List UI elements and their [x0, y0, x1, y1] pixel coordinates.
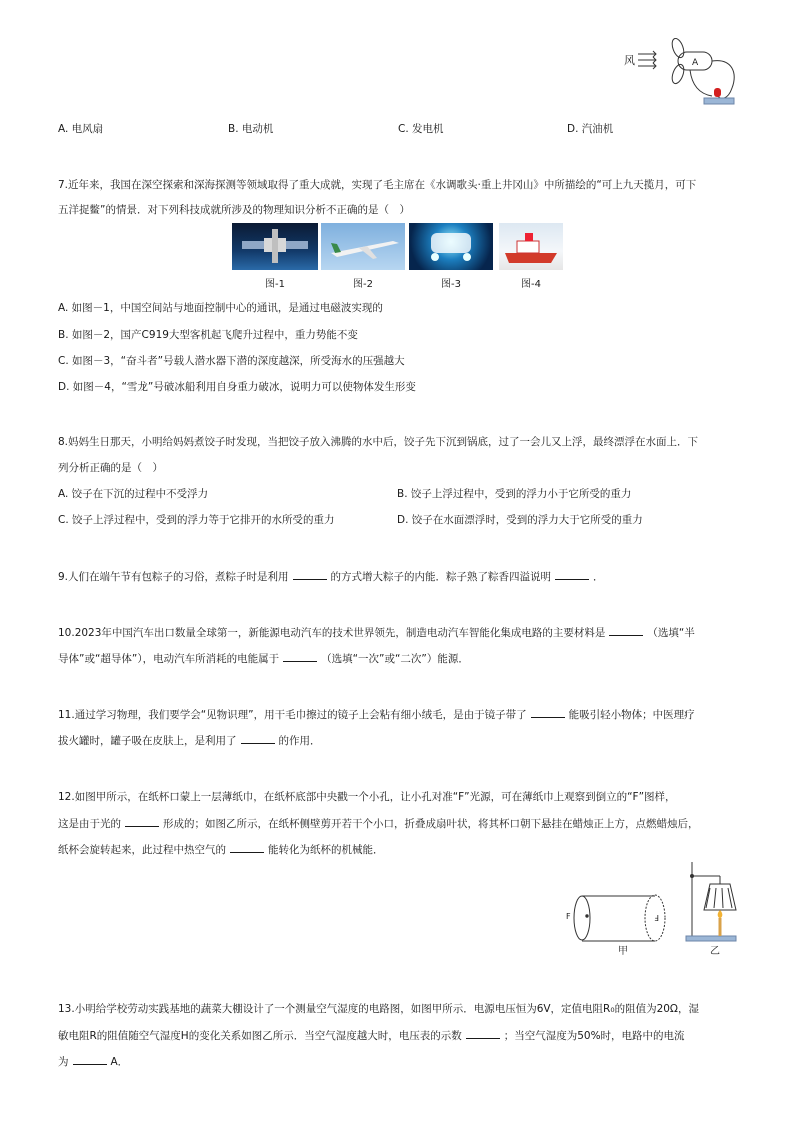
q10-text-4: （选填“一次”或“二次”）能源．: [321, 653, 469, 665]
q12-text-4: 能转化为纸杯的机械能．: [268, 844, 384, 856]
q12-text-1: 这是由于光的: [58, 818, 121, 830]
figure-caption-2: 图-2: [353, 279, 373, 290]
q6-option-d[interactable]: D. 汽油机: [567, 123, 614, 135]
q10-blank-1[interactable]: [609, 624, 643, 636]
q9-text-1: 9.人们在端午节有包粽子的习俗，煮粽子时是利用: [58, 571, 289, 583]
q13-text-2: ；当空气湿度为50%时，电路中的电流: [503, 1030, 685, 1042]
figure-caption-1: 图-1: [265, 279, 285, 290]
q12-line1: 12.如图甲所示，在纸杯口蒙上一层薄纸巾，在纸杯底部中央戳一个小孔，让小孔对准“F”光源，可在薄纸巾上观察到倒立的“F”图样，: [58, 791, 676, 803]
space-station-photo: [232, 223, 318, 270]
q12-line2: [58, 815, 699, 832]
q11-text-1: 11.通过学习物理，我们要学会“见物识理”，用干毛巾擦过的镜子上会粘有细小绒毛，是由于镜子带了: [58, 709, 527, 721]
q7-option-a[interactable]: A. 如图－1，中国空间站与地面控制中心的通讯，是通过电磁波实现的: [58, 302, 383, 314]
figure-caption-3: 图-3: [441, 279, 461, 290]
q12-blank-1[interactable]: [125, 815, 159, 827]
figure-caption-4: 图-4: [521, 279, 541, 290]
q11-line2: [58, 732, 321, 749]
q8-stem-line2: 列分析正确的是（ ）: [58, 462, 163, 474]
wind-label: 风: [624, 54, 635, 67]
bulb-icon: [714, 88, 721, 97]
q13-blank-1[interactable]: [466, 1027, 500, 1039]
q10-line1: [58, 624, 695, 641]
q10-blank-2[interactable]: [283, 650, 317, 662]
q8-option-d[interactable]: D. 饺子在水面漂浮时，受到的浮力大于它所受的重力: [397, 514, 643, 526]
q11-blank-1[interactable]: [531, 706, 565, 718]
q13-blank-2[interactable]: [73, 1053, 107, 1065]
q13-line3: [58, 1053, 128, 1070]
q13-text-1: 敏电阻R的阻值随空气湿度H的变化关系如图乙所示．当空气湿度越大时，电压表的示数: [58, 1030, 462, 1042]
submersible-photo: [409, 223, 493, 270]
q13-line1: 13.小明给学校劳动实践基地的蔬菜大棚设计了一个测量空气湿度的电路图，如图甲所示．电源电压恒为6V，定值电阻R₀的阻值为20Ω，湿: [58, 1003, 699, 1015]
q7-stem-line2: 五洋捉鳖”的情景．对下列科技成就所涉及的物理知识分析不正确的是（ ）: [58, 204, 410, 216]
wind-generator-figure: [620, 38, 740, 110]
q10-line2: [58, 650, 469, 667]
pinhole-and-paper-cup-figure: [560, 858, 745, 958]
q12-blank-2[interactable]: [230, 841, 264, 853]
q12-line3: [58, 841, 384, 858]
q12-text-3: 纸杯会旋转起来，此过程中热空气的: [58, 844, 226, 856]
q6-option-a[interactable]: A. 电风扇: [58, 123, 104, 135]
q8-stem-line1: 8.妈妈生日那天，小明给妈妈煮饺子时发现，当把饺子放入沸腾的水中后，饺子先下沉到锅底，过了一会儿又上浮，最终漂浮在水面上．下: [58, 436, 699, 448]
q9-text-3: ．: [593, 571, 604, 583]
q8-option-a[interactable]: A. 饺子在下沉的过程中不受浮力: [58, 488, 209, 500]
q9-blank-1[interactable]: [293, 568, 327, 580]
q10-text-3: 导体”或“超导体”），电动汽车所消耗的电能属于: [58, 653, 280, 665]
q11-line1: [58, 706, 695, 723]
q7-stem-line1: 7.近年来，我国在深空探索和深海探测等领域取得了重大成就，实现了毛主席在《水调歌头·重上井冈山》中所描绘的“可上九天揽月，可下: [58, 179, 697, 191]
c919-airplane-photo: [321, 223, 405, 270]
meter-label: A: [692, 58, 699, 68]
f-light-source-label: F: [566, 912, 571, 921]
q13-line2: [58, 1027, 685, 1044]
q10-text-1: 10.2023年中国汽车出口数量全球第一，新能源电动汽车的技术世界领先，制造电动汽车智能化集成电路的主要材料是: [58, 627, 606, 639]
q8-option-b[interactable]: B. 饺子上浮过程中，受到的浮力小于它所受的重力: [397, 488, 632, 500]
q12-text-2: 形成的；如图乙所示，在纸杯侧壁剪开若干个小口，折叠成扇叶状，将其杯口朝下悬挂在蜡烛正上方，点燃蜡烛后，: [163, 818, 699, 830]
q11-blank-2[interactable]: [241, 732, 275, 744]
q11-text-3: 拔火罐时，罐子吸在皮肤上，是利用了: [58, 735, 237, 747]
q8-option-c[interactable]: C. 饺子上浮过程中，受到的浮力等于它排开的水所受的重力: [58, 514, 335, 526]
q10-text-2: （选填“半: [647, 627, 695, 639]
q9-line: [58, 568, 604, 585]
figure-label-yi: 乙: [710, 946, 720, 957]
icebreaker-photo: [499, 223, 563, 270]
q7-option-c[interactable]: C. 如图－3，“奋斗者”号载人潜水器下潜的深度越深，所受海水的压强越大: [58, 355, 405, 367]
q7-option-b[interactable]: B. 如图－2，国产C919大型客机起飞爬升过程中，重力势能不变: [58, 329, 358, 341]
figure-label-jia: 甲: [618, 946, 628, 957]
q6-option-c[interactable]: C. 发电机: [398, 123, 444, 135]
f-image-label: F: [654, 913, 659, 922]
q6-option-b[interactable]: B. 电动机: [228, 123, 274, 135]
q11-text-2: 能吸引轻小物体；中医理疗: [568, 709, 695, 721]
q11-text-4: 的作用．: [278, 735, 321, 747]
q9-text-2: 的方式增大粽子的内能．粽子熟了粽香四溢说明: [330, 571, 552, 583]
q13-text-3: 为: [58, 1056, 69, 1068]
q13-text-4: A．: [110, 1056, 129, 1068]
q9-blank-2[interactable]: [555, 568, 589, 580]
q7-option-d[interactable]: D. 如图－4，“雪龙”号破冰船利用自身重力破冰，说明力可以使物体发生形变: [58, 381, 416, 393]
